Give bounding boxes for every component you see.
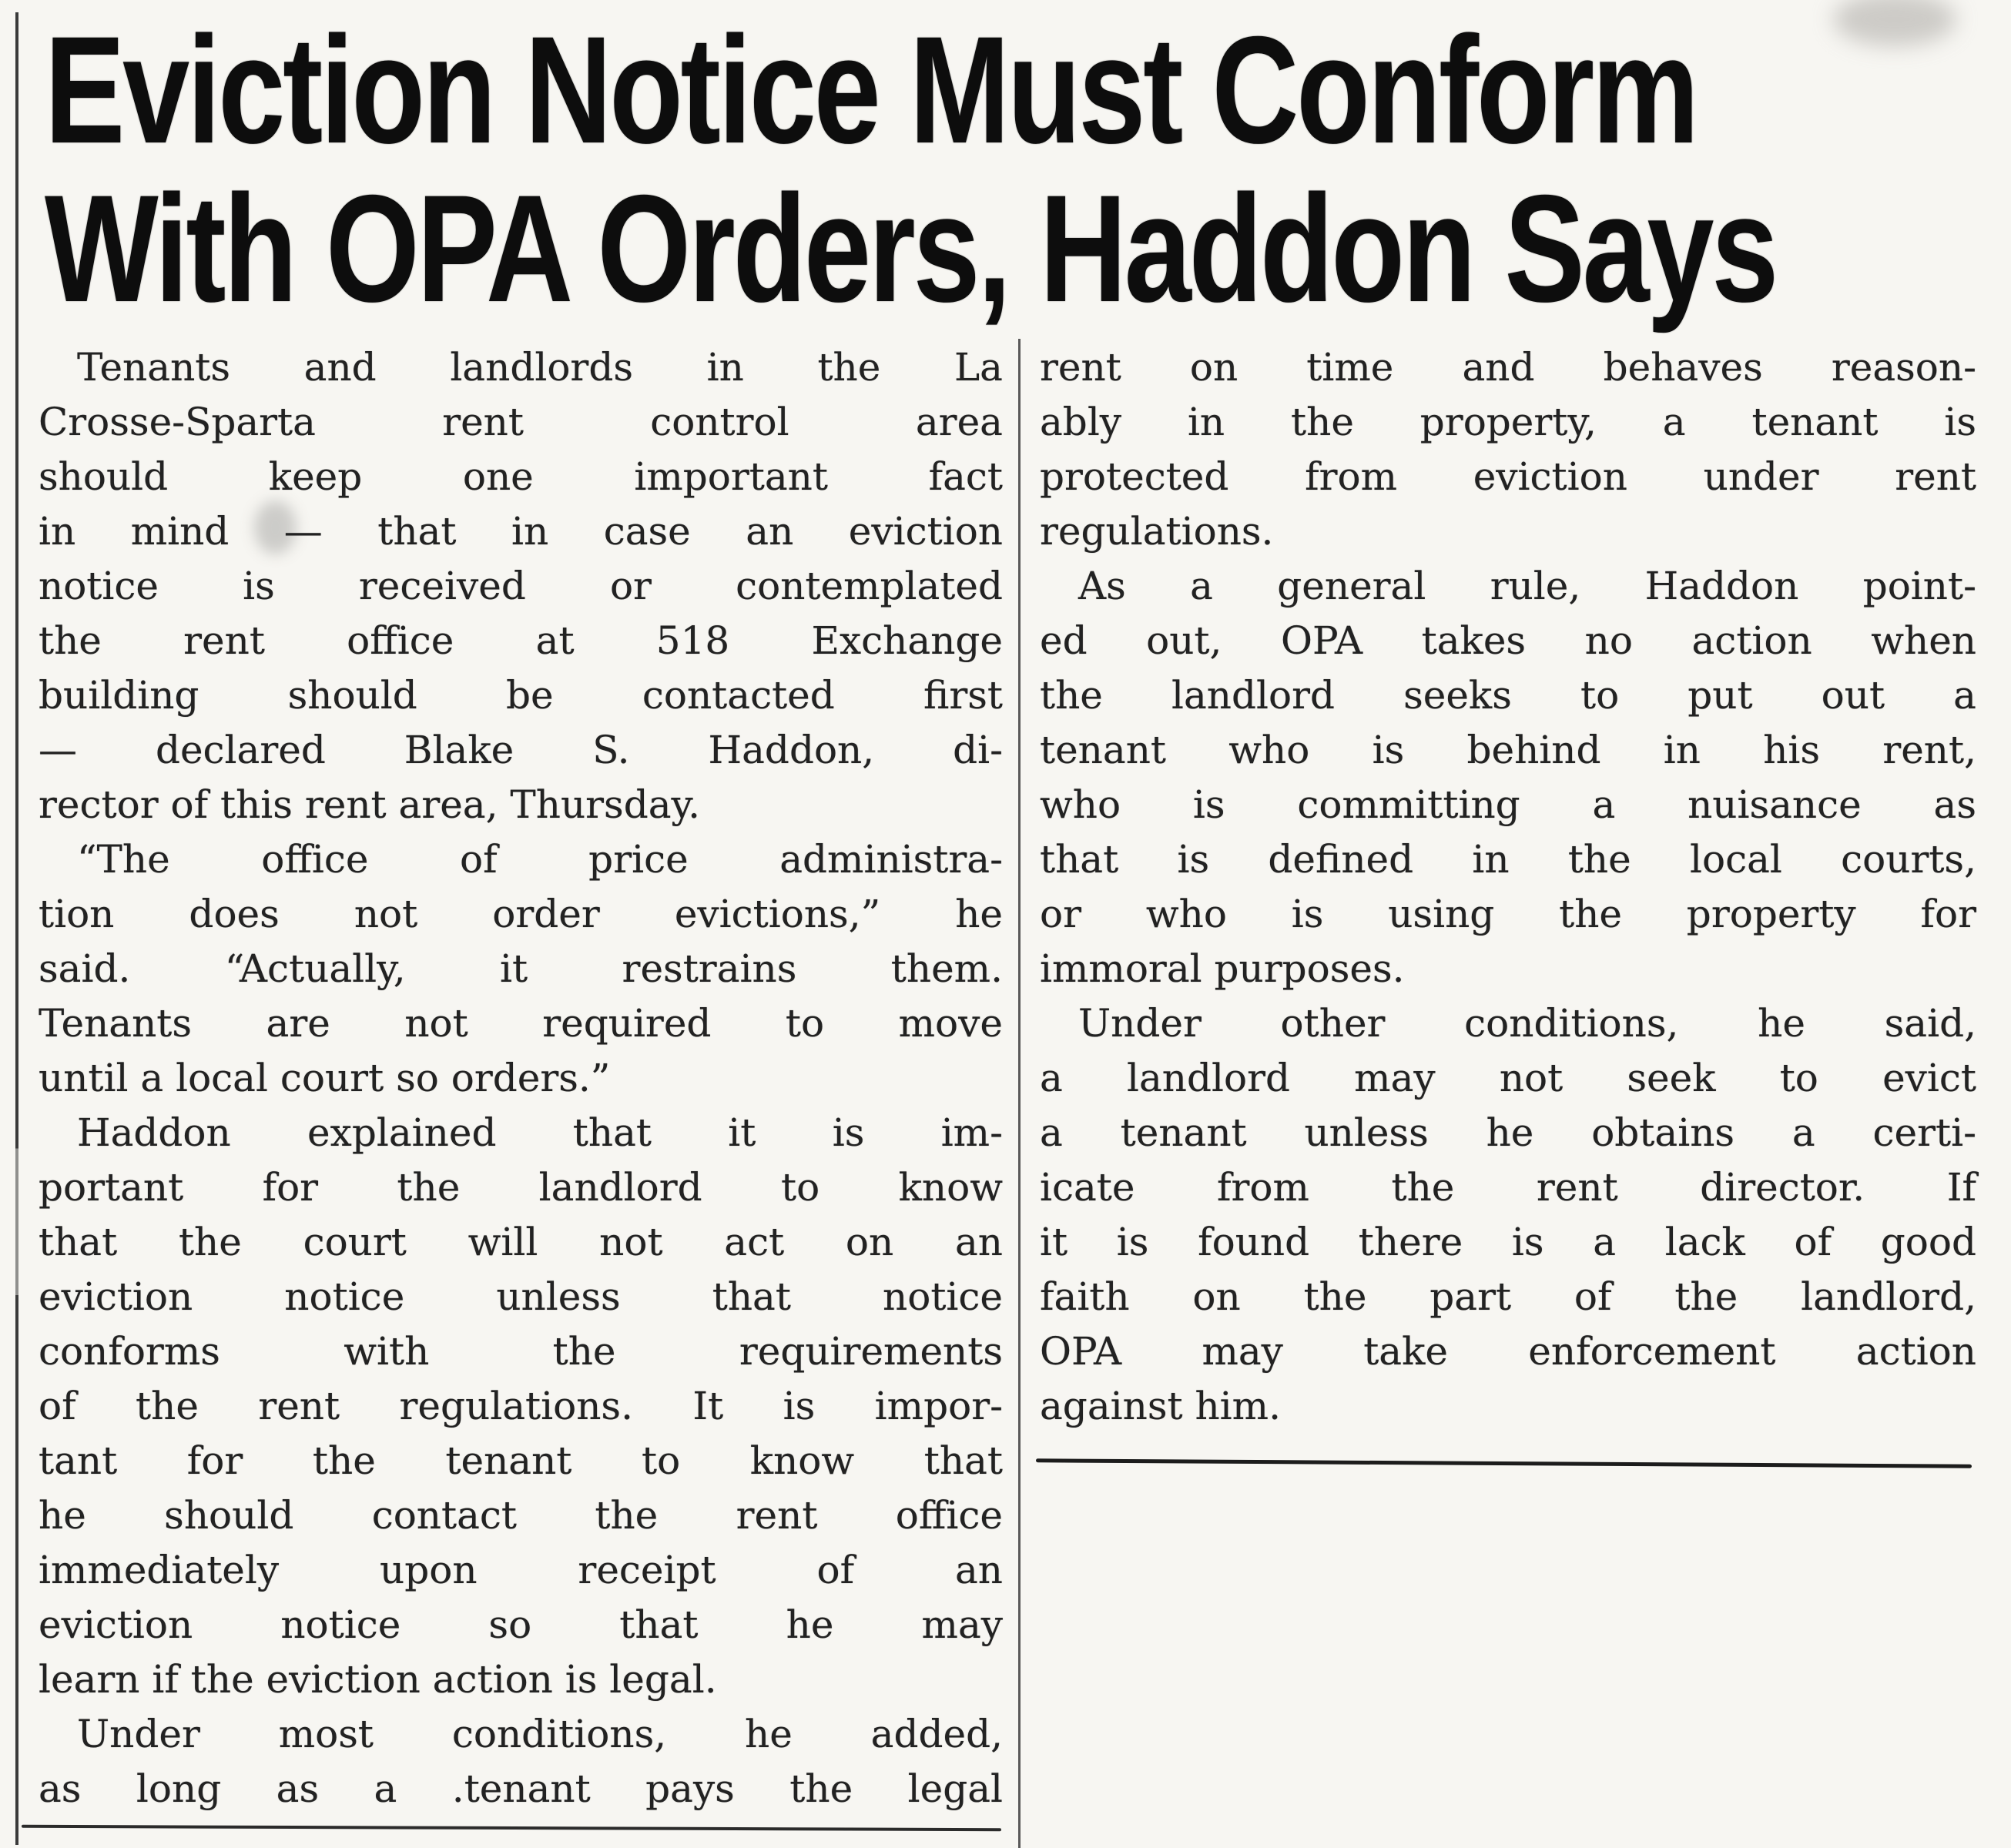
text-line: rector of this rent area, Thursday. (39, 782, 701, 827)
text-line: Tenants are not required to move (39, 1001, 1003, 1046)
text-line: in mind — that in case an eviction (39, 509, 1003, 554)
column2-end-rule (1036, 1458, 1972, 1468)
text-line: ed out, OPA takes no action when (1040, 618, 1976, 663)
text-line: tant for the tenant to know that (39, 1438, 1003, 1483)
text-line: tion does not order evictions,” he (39, 892, 1003, 936)
left-edge-rule (15, 12, 18, 1845)
text-line: should keep one important fact (39, 454, 1003, 499)
body-column-2 (1040, 340, 1976, 1434)
text-line: of the rent regulations. It is impor- (39, 1384, 1003, 1428)
text-line: As a general rule, Haddon point- (1078, 564, 1976, 608)
text-line: building should be contacted first (39, 673, 1003, 718)
text-line: that is defined in the local courts, (1040, 837, 1976, 882)
text-line: regulations. (1040, 509, 1274, 554)
text-line: rent on time and behaves reason- (1040, 345, 1976, 390)
text-line: immediately upon receipt of an (39, 1548, 1003, 1592)
text-line: — declared Blake S. Haddon, di- (39, 728, 1003, 772)
text-line: eviction notice so that he may (39, 1602, 1003, 1647)
body-column-1 (39, 340, 1003, 1816)
headline-line-2: With OPA Orders, Haddon Says (45, 163, 1777, 333)
text-line: he should contact the rent office (39, 1493, 1003, 1538)
text-line: a tenant unless he obtains a certi- (1040, 1110, 1976, 1155)
text-line: notice is received or contemplated (39, 564, 1003, 608)
text-line: OPA may take enforcement action (1040, 1329, 1976, 1374)
text-line: the rent office at 518 Exchange (39, 618, 1003, 663)
text-line: Under most conditions, he added, (77, 1712, 1003, 1756)
text-line: immoral purposes. (1040, 946, 1405, 991)
text-line: it is found there is a lack of good (1040, 1220, 1976, 1264)
text-line: who is committing a nuisance as (1040, 782, 1976, 827)
text-line: Under other conditions, he said, (1078, 1001, 1976, 1046)
text-line: Tenants and landlords in the La (77, 345, 1003, 390)
text-line: tenant who is behind in his rent, (1040, 728, 1976, 772)
text-line: conforms with the requirements (39, 1329, 1003, 1374)
text-line: portant for the landlord to know (39, 1165, 1003, 1210)
text-line: Haddon explained that it is im- (77, 1110, 1003, 1155)
text-line: said. “Actually, it restrains them. (39, 946, 1003, 991)
text-line: eviction notice unless that notice (39, 1274, 1003, 1319)
text-line: against him. (1040, 1384, 1281, 1428)
text-line: Crosse-Sparta rent control area (39, 400, 1003, 444)
text-line: faith on the part of the landlord, (1040, 1274, 1976, 1319)
column1-end-rule (22, 1825, 1001, 1831)
scan-smudge-top-right (1833, 0, 1956, 46)
text-line: that the court will not act on an (39, 1220, 1003, 1264)
text-line: protected from eviction under rent (1040, 454, 1976, 499)
text-line: as long as a .tenant pays the legal (39, 1766, 1003, 1811)
text-line: icate from the rent director. If (1040, 1165, 1976, 1210)
text-line: a landlord may not seek to evict (1040, 1056, 1976, 1100)
text-line: “The office of price administra- (77, 837, 1003, 882)
text-line: or who is using the property for (1040, 892, 1976, 936)
text-line: the landlord seeks to put out a (1040, 673, 1976, 718)
article-headline (45, 5, 1777, 333)
text-line: ably in the property, a tenant is (1040, 400, 1976, 444)
headline-line-1: Eviction Notice Must Conform (45, 5, 1697, 175)
column-divider-rule (1018, 339, 1021, 1848)
text-line: until a local court so orders.” (39, 1056, 611, 1100)
text-line: learn if the eviction action is legal. (39, 1657, 717, 1702)
